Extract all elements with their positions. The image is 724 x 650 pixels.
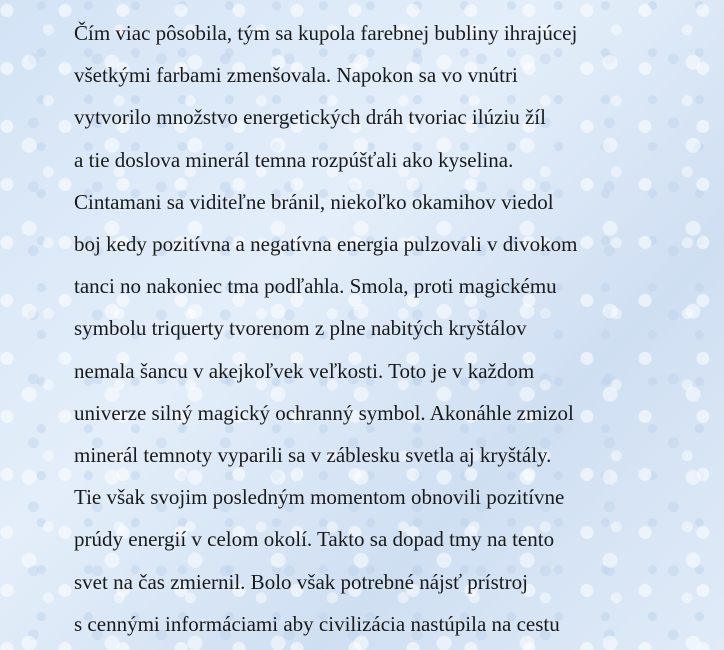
text-line: boj kedy pozitívna a negatívna energia pulzovali v divokom bbox=[74, 232, 578, 257]
text-line: nemala šancu v akejkoľvek veľkosti. Toto je v každom bbox=[74, 358, 535, 383]
text-line: Tie však svojim posledným momentom obnovili pozitívne bbox=[74, 485, 565, 510]
text-line: symbolu triquerty tvorenom z plne nabitých kryštálov bbox=[74, 316, 527, 341]
text-line: Cintamani sa viditeľne bránil, niekoľko okamihov viedol bbox=[74, 189, 554, 214]
text-line: Čím viac pôsobila, tým sa kupola farebnej bubliny ihrajúcej bbox=[74, 21, 578, 45]
text-line: a tie doslova minerál temna rozpúšťali ako kyselina. bbox=[74, 147, 514, 172]
text-line: s cennými informáciami aby civilizácia nastúpila na cestu bbox=[74, 611, 560, 636]
text-line: prúdy energií v celom okolí. Takto sa dopad tmy na tento bbox=[74, 527, 555, 552]
text-line: tanci no nakoniec tma podľahla. Smola, proti magickému bbox=[74, 274, 557, 299]
text-line: svet na čas zmiernil. Bolo však potrebné nájsť prístroj bbox=[74, 569, 528, 594]
story-paragraph bbox=[74, 12, 714, 645]
text-line: minerál temnoty vyparili sa v záblesku svetla aj kryštály. bbox=[74, 443, 552, 468]
text-line: vytvorilo množstvo energetických dráh tvoriac ilúziu žíl bbox=[74, 105, 546, 130]
text-line: všetkými farbami zmenšovala. Napokon sa vo vnútri bbox=[74, 63, 518, 88]
text-line: univerze silný magický ochranný symbol. Akonáhle zmizol bbox=[74, 400, 574, 425]
